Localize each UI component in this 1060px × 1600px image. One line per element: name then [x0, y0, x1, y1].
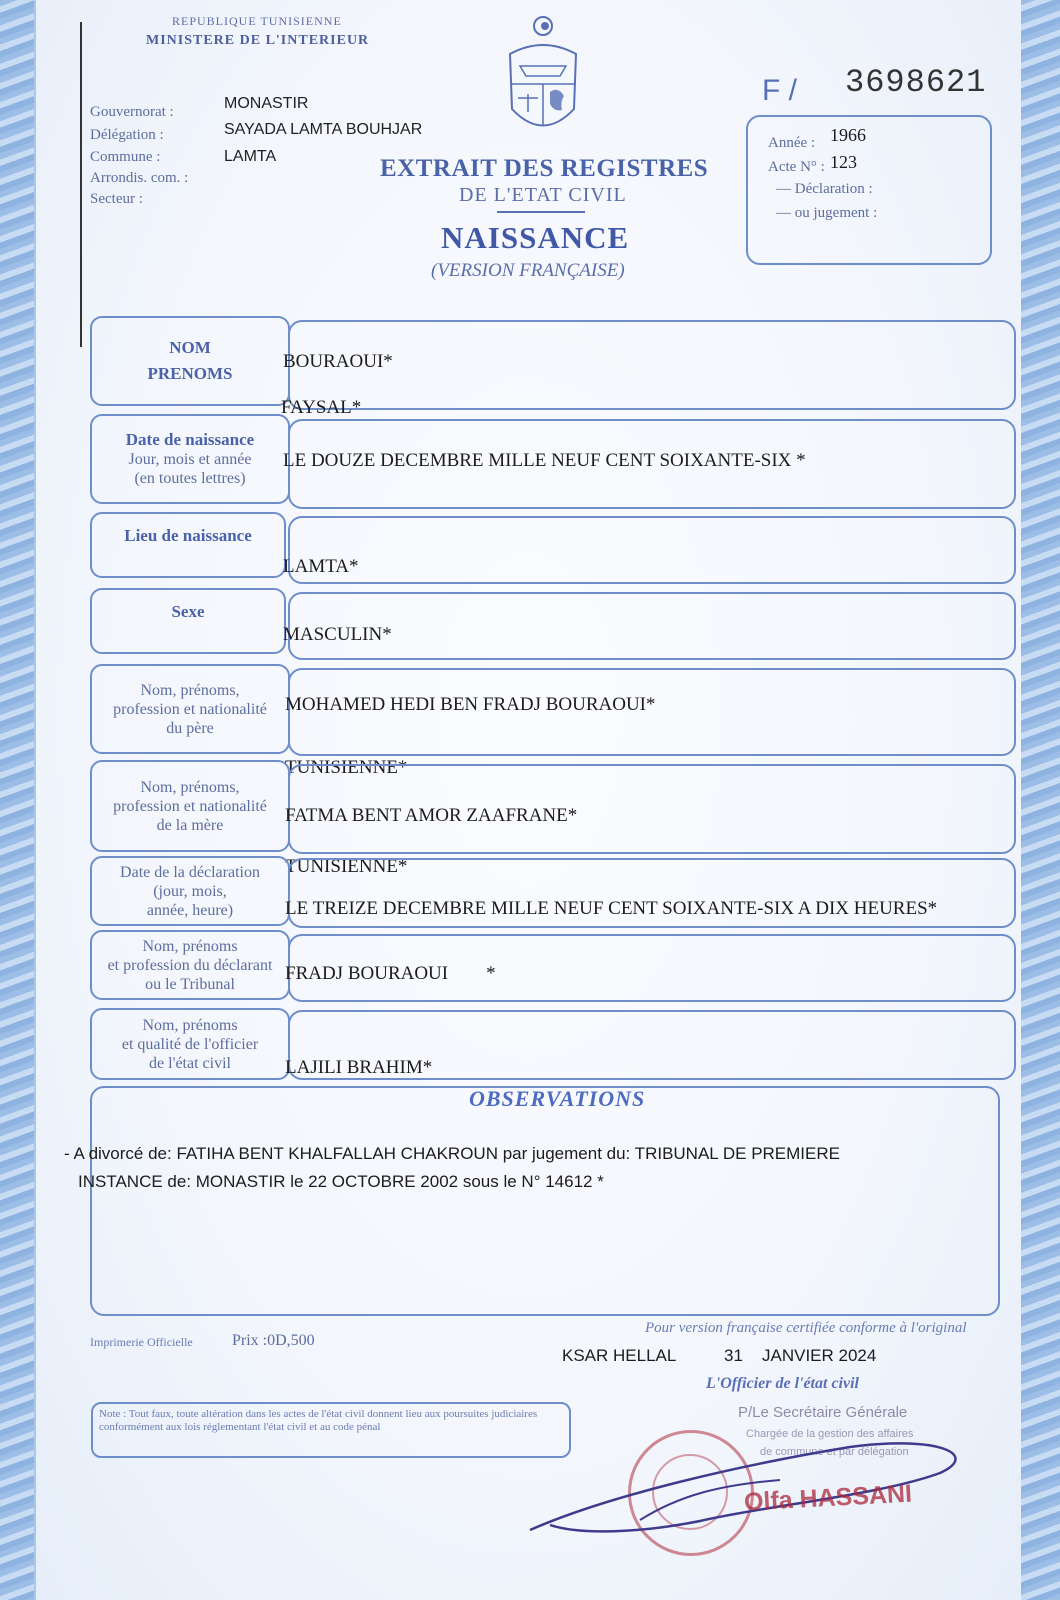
prenom-value: FAYSAL* — [281, 397, 362, 418]
declarant-label-line1: Nom, prénoms — [142, 937, 238, 955]
title-extrait: EXTRAIT DES REGISTRES — [380, 155, 709, 182]
delegation-label: Délégation : — [90, 127, 164, 143]
arrondis-label: Arrondis. com. : — [90, 170, 189, 186]
mere-nationalite: TUNISIENNE* — [285, 856, 408, 877]
row-value-nom — [288, 320, 1016, 410]
row-label-mere — [90, 760, 290, 852]
lieu-signature: KSAR HELLAL — [562, 1346, 677, 1365]
prix-label: Prix :0D,500 — [232, 1332, 315, 1349]
title-version: (VERSION FRANÇAISE) — [431, 260, 625, 281]
date-month-year: JANVIER 2024 — [762, 1346, 877, 1365]
row-label-pere — [90, 664, 290, 754]
officier-label-line2: et qualité de l'officier — [121, 1035, 259, 1053]
title-etat-civil: DE L'ETAT CIVIL — [459, 184, 627, 206]
jugement-label: — ou jugement : — [776, 205, 878, 221]
decl-label-line1: Date de la déclaration — [120, 863, 260, 881]
signature-role: P/Le Secrétaire Générale — [738, 1404, 908, 1421]
row-value-sexe — [288, 592, 1016, 660]
title-naissance: NAISSANCE — [441, 220, 630, 255]
declarant-label-line3: ou le Tribunal — [145, 975, 235, 993]
legal-note: Note : Tout faux, toute altération dans les actes de l'état civil donnent lieu aux poursuites judiciaires conformément aux lois réglementant l'état civil et au code pénal — [91, 1402, 571, 1458]
declaration-label: — Déclaration : — [776, 181, 873, 197]
lieu-value: LAMTA* — [283, 556, 359, 577]
observations-title: OBSERVATIONS — [469, 1086, 646, 1111]
mere-label-line2: profession et nationalité — [113, 797, 267, 815]
observations-line2: INSTANCE de: MONASTIR le 22 OCTOBRE 2002 sous le N° 14612 * — [78, 1172, 604, 1191]
nom-label: NOM — [169, 338, 211, 357]
annee-label: Année : — [768, 135, 816, 151]
officier-label-line1: Nom, prénoms — [142, 1016, 238, 1034]
imprimerie-label: Imprimerie Officielle — [90, 1335, 193, 1349]
pere-label-line1: Nom, prénoms, — [140, 681, 240, 699]
observations-line1: - A divorcé de: FATIHA BENT KHALFALLAH CHAKROUN par jugement du: TRIBUNAL DE PREMIERE — [64, 1144, 840, 1163]
decl-label-line2: (jour, mois, — [153, 882, 227, 900]
serial-prefix: F / — [762, 74, 797, 107]
right-border-pattern — [1018, 0, 1060, 1600]
left-border-pattern — [0, 0, 34, 1600]
officier-title: L'Officier de l'état civil — [706, 1375, 859, 1392]
annee-value: 1966 — [830, 125, 866, 145]
republique-label: REPUBLIQUE TUNISIENNE — [172, 14, 342, 28]
acte-label: Acte N° : — [768, 159, 825, 175]
delegation-value: SAYADA LAMTA BOUHJAR — [224, 121, 423, 138]
sexe-value: MASCULIN* — [283, 624, 392, 645]
row-label-officier — [90, 1008, 290, 1080]
declarant-label-line2: et profession du déclarant — [107, 956, 273, 974]
nom-value: BOURAOUI* — [283, 351, 393, 372]
pere-nationalite: TUNISIENNE* — [285, 757, 408, 778]
serial-number: 3698621 — [845, 64, 987, 101]
declaration-value: LE TREIZE DECEMBRE MILLE NEUF CENT SOIXANTE-SIX A DIX HEURES* — [285, 898, 938, 919]
row-label-nom — [90, 316, 290, 406]
row-label-lieu — [90, 512, 286, 578]
date-label-line2: Jour, mois et année — [128, 451, 252, 468]
decl-label-line3: année, heure) — [146, 901, 234, 919]
signature-sub2: de commune et par délégation — [760, 1446, 909, 1458]
secteur-label: Secteur : — [90, 191, 143, 207]
mere-label-line3: de la mère — [156, 816, 224, 834]
prenoms-label: PRENOMS — [147, 364, 233, 383]
signature-sub1: Chargée de la gestion des affaires — [746, 1428, 914, 1440]
row-label-sexe — [90, 588, 286, 654]
certifiee-label: Pour version française certifiée conforme à l'original — [645, 1320, 967, 1336]
date-day: 31 — [724, 1346, 743, 1365]
mere-label-line1: Nom, prénoms, — [140, 778, 240, 796]
title-underline — [497, 211, 585, 213]
sexe-label: Sexe — [171, 602, 205, 621]
ministere-label: MINISTERE DE L'INTERIEUR — [146, 33, 370, 48]
pere-label-line3: du père — [166, 719, 214, 737]
row-value-lieu — [288, 516, 1016, 584]
row-label-date — [90, 414, 290, 504]
coat-of-arms-emblem — [502, 14, 584, 144]
margin-line — [80, 22, 82, 347]
gouvernorat-label: Gouvernorat : — [90, 104, 174, 120]
officier-value: LAJILI BRAHIM* — [285, 1057, 433, 1078]
gouvernorat-value: MONASTIR — [224, 95, 309, 112]
commune-value: LAMTA — [224, 148, 277, 165]
officier-label-line3: de l'état civil — [149, 1054, 231, 1072]
row-label-declarant — [90, 930, 290, 1000]
pere-value: MOHAMED HEDI BEN FRADJ BOURAOUI* — [285, 694, 656, 715]
commune-label: Commune : — [90, 149, 161, 165]
date-label-line3: (en toutes lettres) — [134, 470, 246, 487]
date-label-bold: Date de naissance — [125, 430, 255, 449]
observations-box — [90, 1086, 1000, 1316]
pere-label-line2: profession et nationalité — [113, 700, 267, 718]
acte-value: 123 — [830, 152, 857, 172]
date-naissance-value: LE DOUZE DECEMBRE MILLE NEUF CENT SOIXANTE-SIX * — [283, 450, 806, 471]
declarant-value: FRADJ BOURAOUI * — [285, 963, 496, 984]
row-label-declaration — [90, 856, 290, 926]
mere-value: FATMA BENT AMOR ZAAFRANE* — [285, 805, 578, 826]
signature-name: Olfa HASSANI — [743, 1479, 913, 1517]
lieu-label: Lieu de naissance — [124, 526, 252, 545]
